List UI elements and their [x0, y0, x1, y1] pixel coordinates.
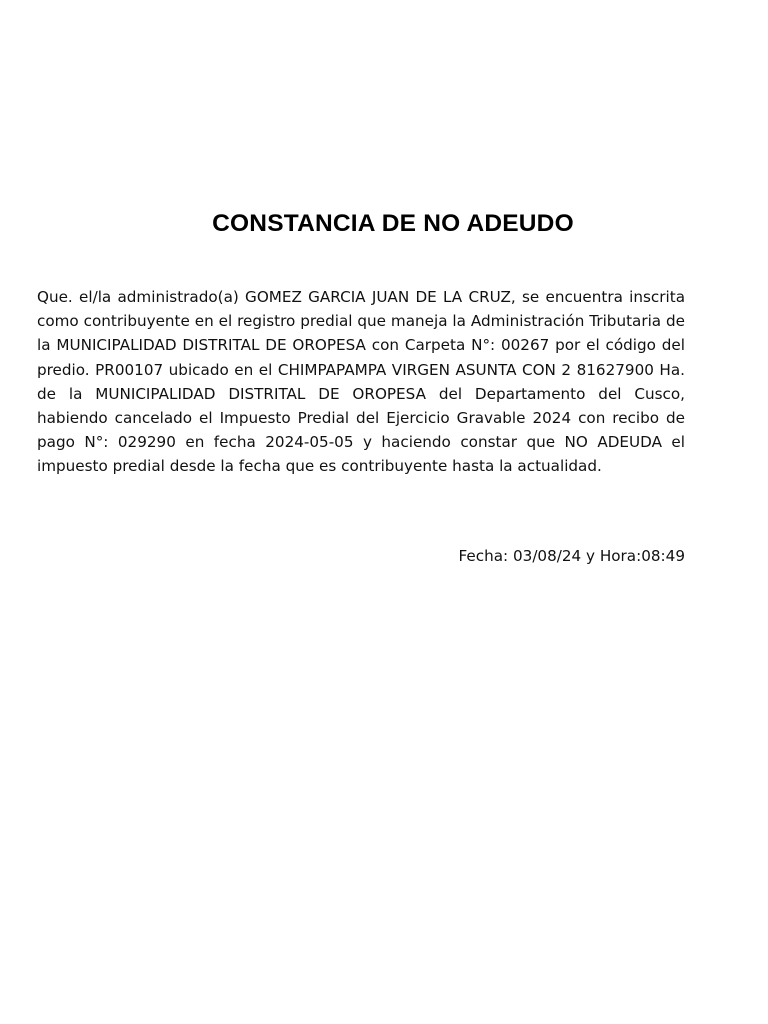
- certificate-body-paragraph: Que. el/la administrado(a) GOMEZ GARCIA JUAN DE LA CRUZ, se encuentra inscrita como contribuyente en el registro predial que maneja la Administración Tributaria de la MUNICIPALIDAD DISTRITAL DE OROPESA con Carpeta N°: 00267 por el código del predio. PR00107 ubicado en el CHIMPAPAMPA VIRGEN ASUNTA CON 2 81627900 Ha. de la MUNICIPALIDAD DISTRITAL DE OROPESA del Departamento del Cusco, habiendo cancelado el Impuesto Predial del Ejercicio Gravable 2024 con recibo de pago N°: 029290 en fecha 2024-05-05 y haciendo constar que NO ADEUDA el impuesto predial desde la fecha que es contribuyente hasta la actualidad.: [37, 288, 685, 476]
- document-title: CONSTANCIA DE NO ADEUDO: [212, 210, 574, 237]
- date-time-line: Fecha: 03/08/24 y Hora:08:49: [458, 547, 685, 565]
